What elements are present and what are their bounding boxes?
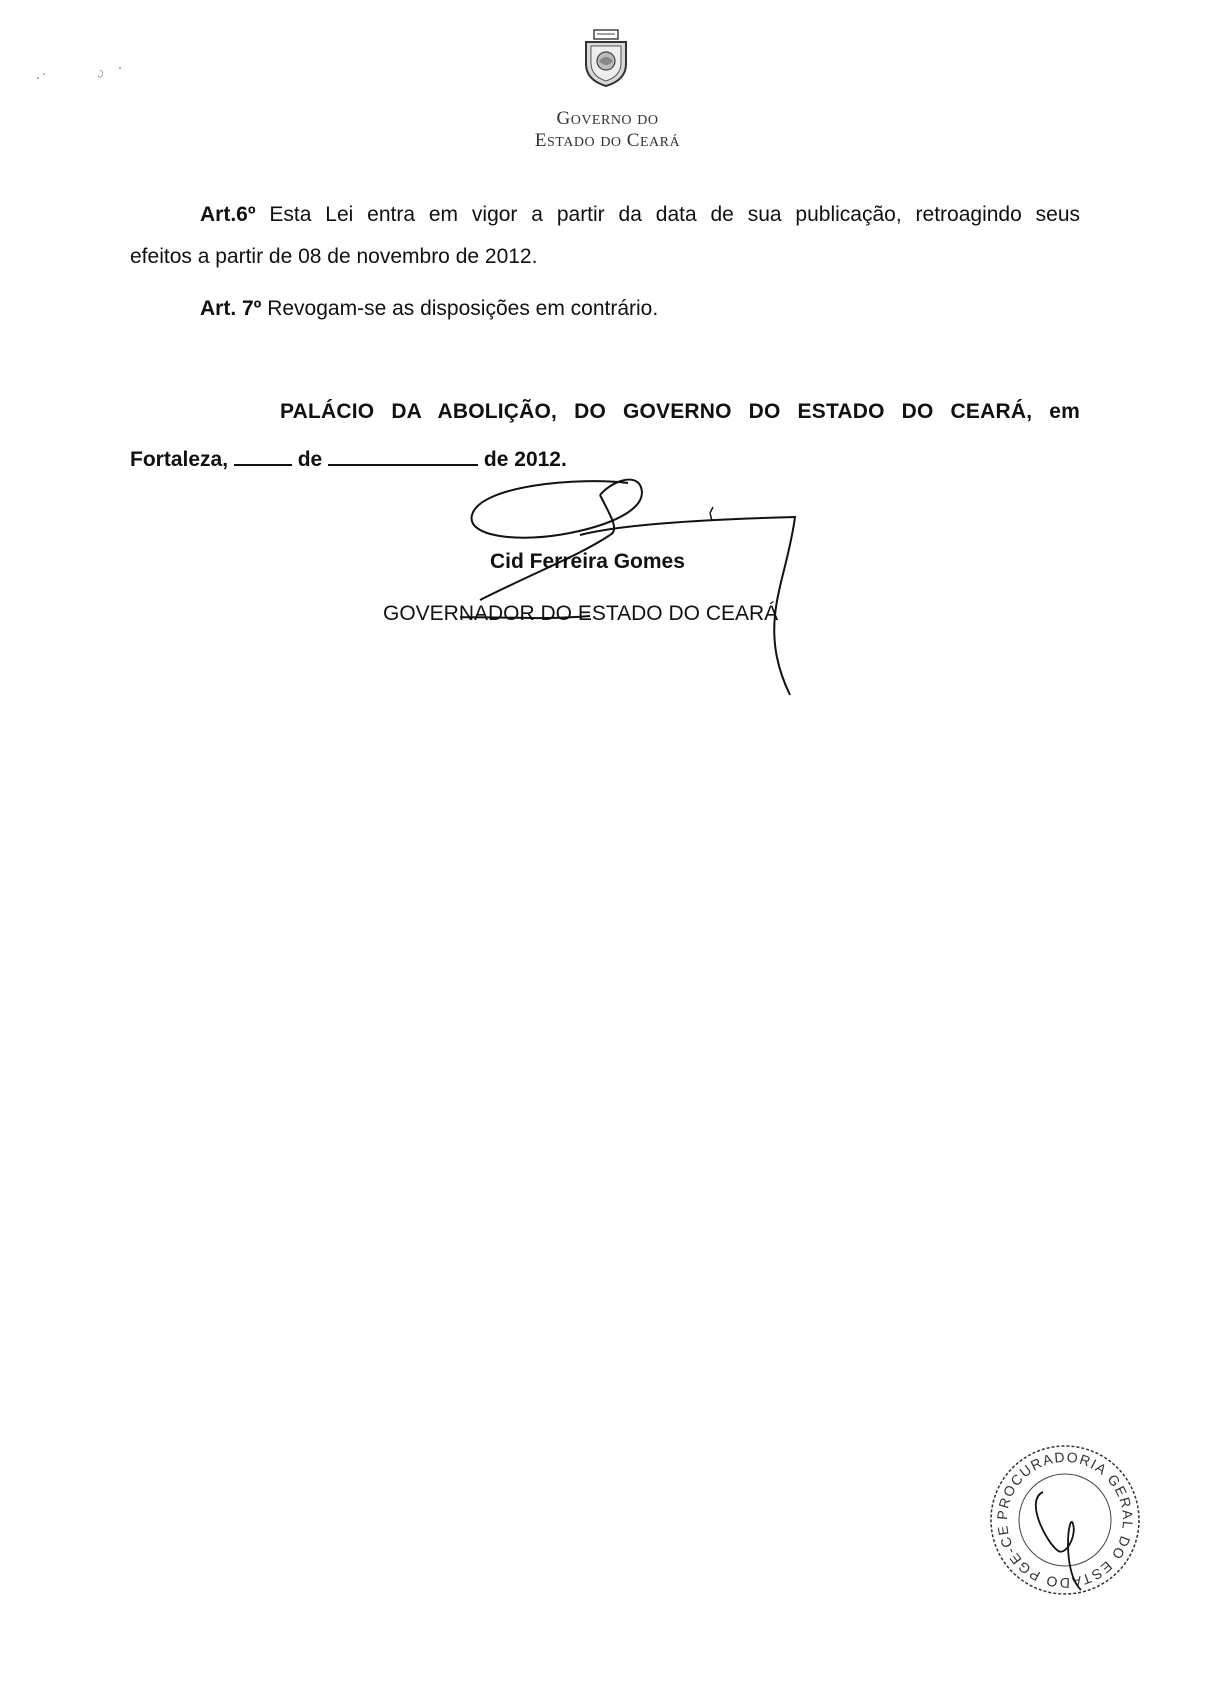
scan-specks xyxy=(30,60,150,90)
month-blank xyxy=(328,444,478,466)
handwritten-signature xyxy=(460,475,820,705)
signer-title: GOVERNADOR DO ESTADO DO CEARÁ xyxy=(383,602,779,625)
closing-date-line xyxy=(130,444,567,472)
header-text: C xyxy=(626,130,640,151)
article-7-text: Revogam-se as disposições em contrário. xyxy=(261,297,659,320)
article-7 xyxy=(200,294,658,324)
article-7-label: Art. 7º xyxy=(200,297,262,320)
stamp-text: PROCURADORIA GERAL DO ESTADO PGE-CE xyxy=(993,1448,1137,1592)
pge-seal-stamp xyxy=(985,1440,1145,1600)
header-text: DO xyxy=(600,135,622,150)
header-government xyxy=(480,108,735,130)
header-text: EARÁ xyxy=(639,135,681,150)
article-6-label: Art.6º xyxy=(200,203,256,226)
signer-name: Cid Ferreira Gomes xyxy=(490,550,685,573)
closing-year: de 2012. xyxy=(483,448,567,471)
article-6-line-2: efeitos a partir de 08 de novembro de 2012. xyxy=(130,245,538,268)
header-text: STADO xyxy=(547,135,596,150)
header-state xyxy=(480,130,735,152)
header-text: E xyxy=(534,130,547,151)
article-6-line-1 xyxy=(200,200,1080,230)
closing-de: de xyxy=(297,448,323,471)
article-6-text: Esta Lei entra em vigor a partir da data de sua publicação, retroagindo seus xyxy=(255,203,1080,226)
closing-palacio: PALÁCIO DA ABOLIÇÃO, DO GOVERNO DO ESTADO DO CEARÁ, em xyxy=(280,400,1080,423)
header-text: G xyxy=(556,108,571,129)
day-blank xyxy=(234,444,292,466)
ceara-coat-of-arms-icon xyxy=(580,28,632,88)
svg-text:PROCURADORIA GERAL DO ESTADO P xyxy=(994,1449,1136,1591)
header-text: DO xyxy=(637,113,659,128)
closing-city: Fortaleza, xyxy=(130,448,229,471)
header-text: OVERNO xyxy=(570,113,633,128)
